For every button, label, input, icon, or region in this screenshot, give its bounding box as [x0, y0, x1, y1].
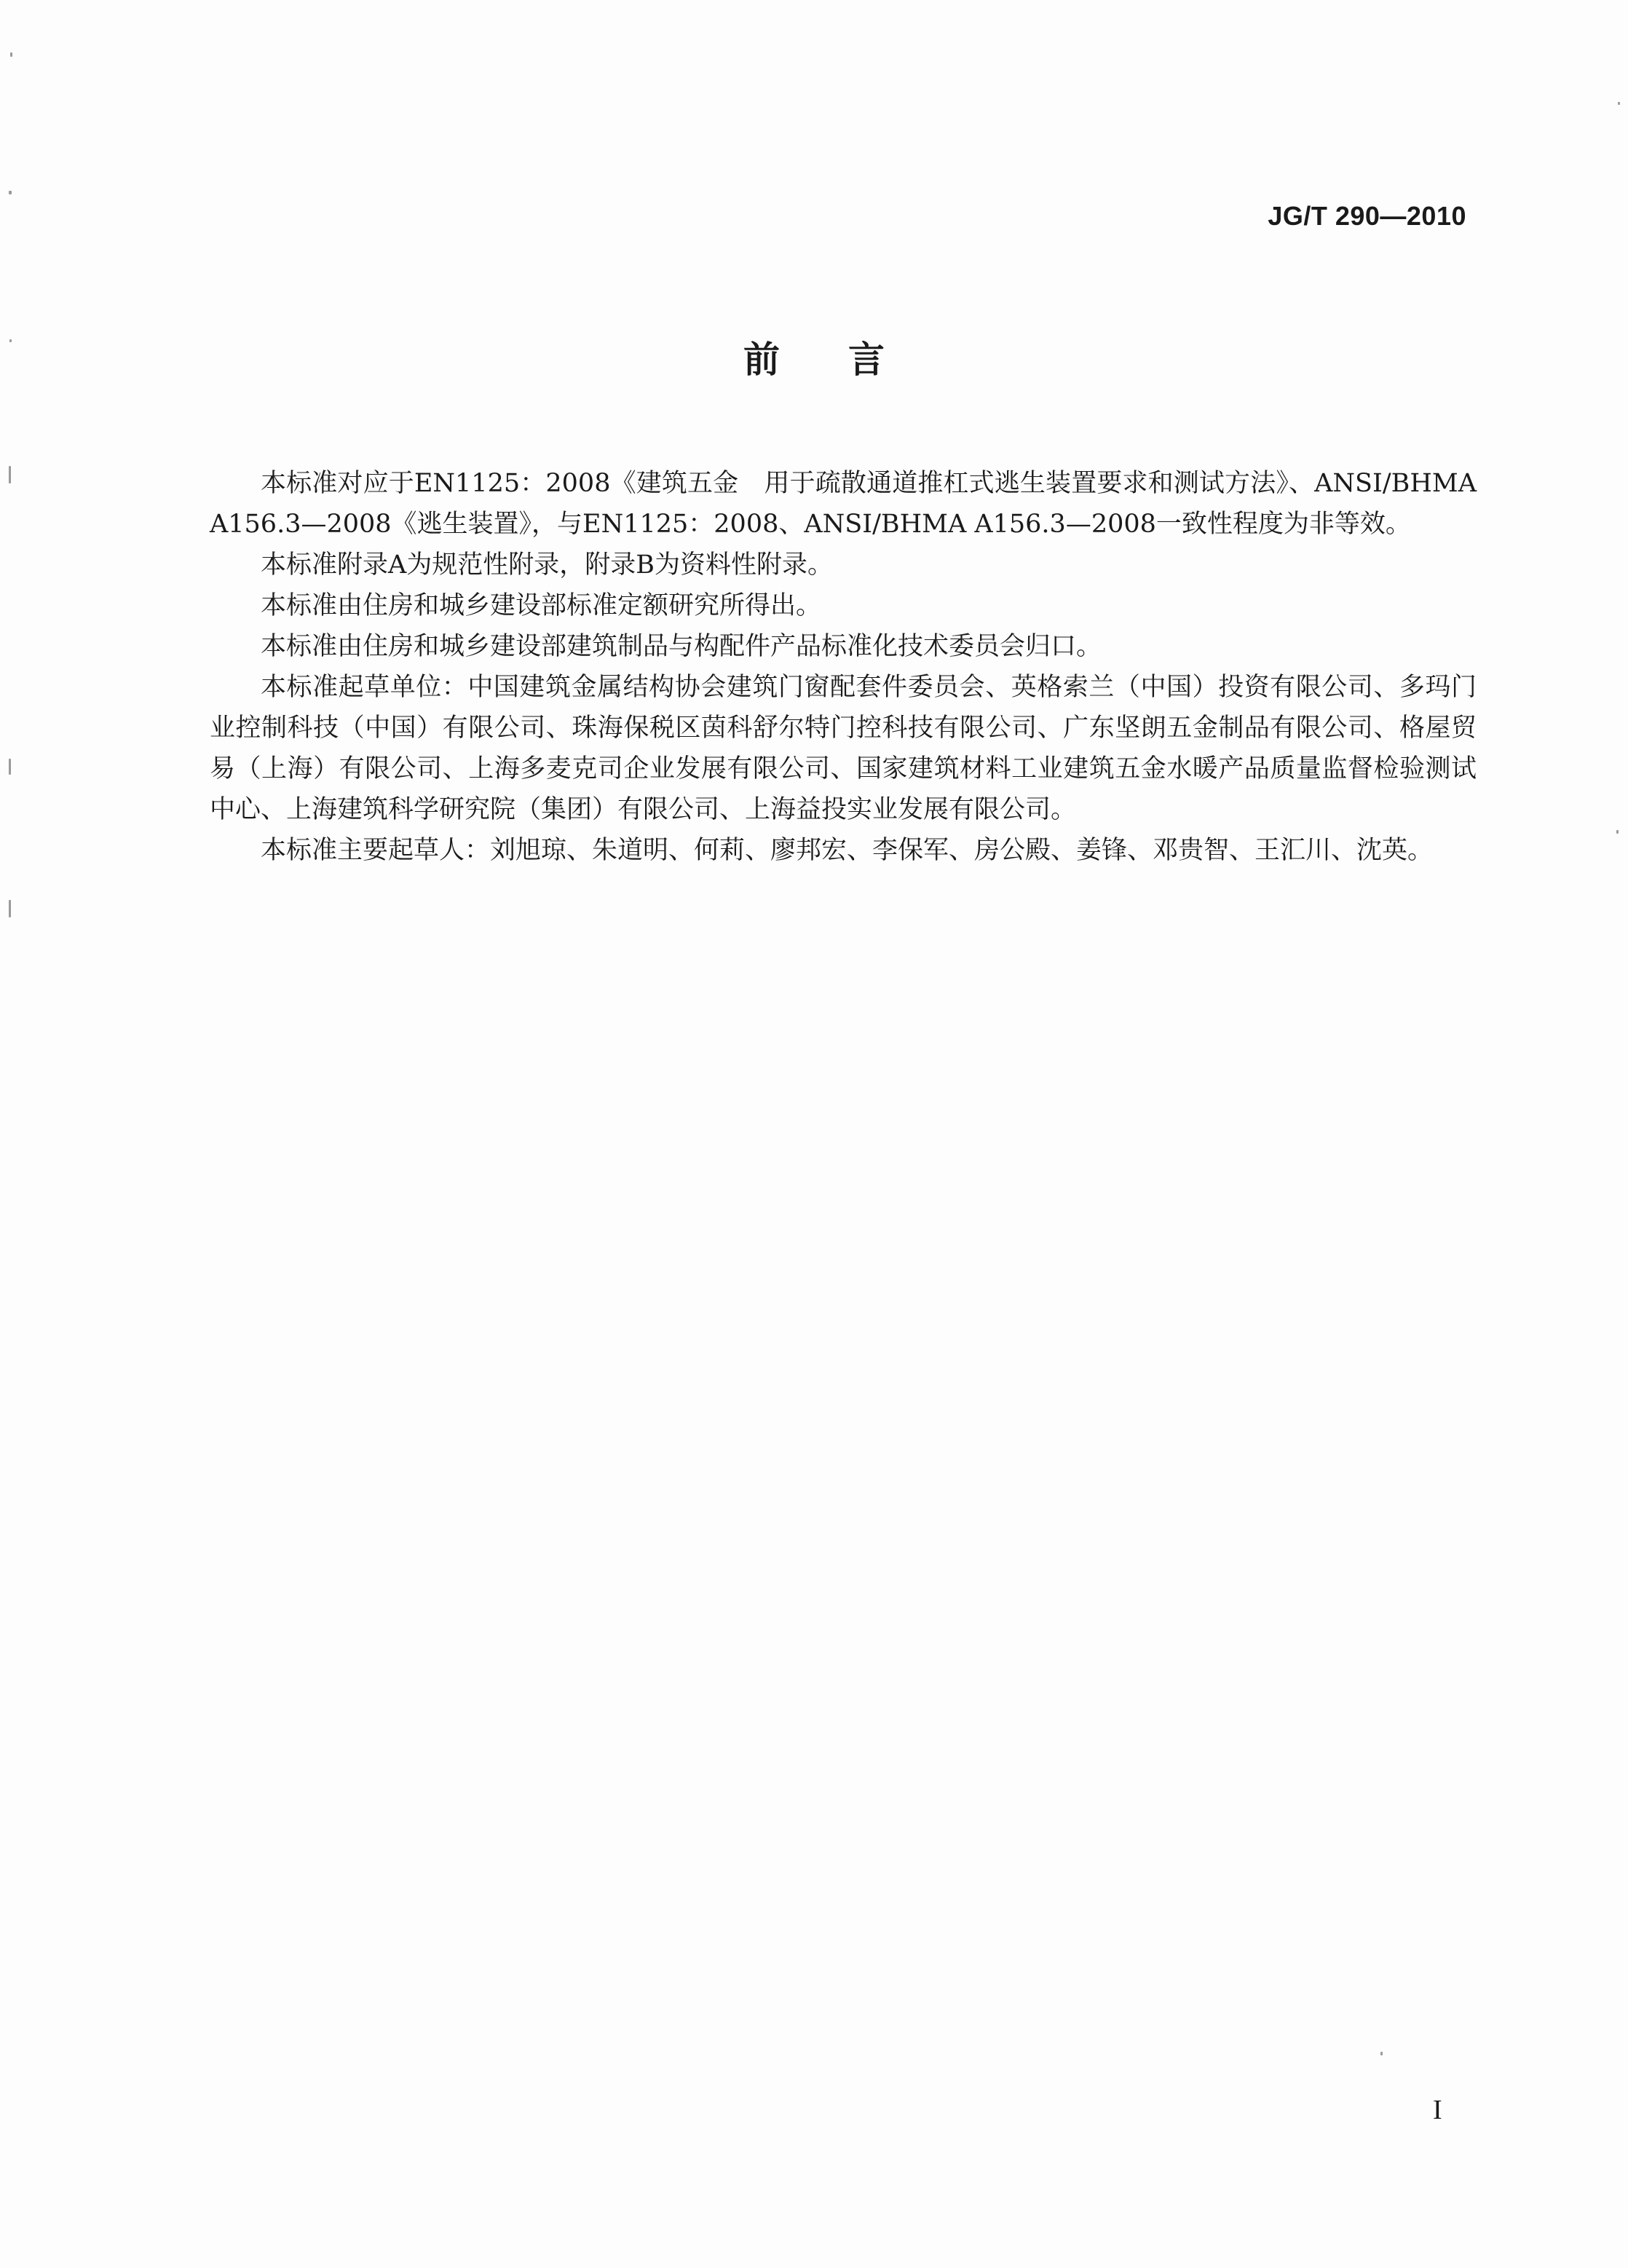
- paragraph-proposer: 本标准由住房和城乡建设部标准定额研究所得出。: [261, 591, 822, 620]
- paragraph-drafters: 本标准主要起草人：刘旭琼、朱道明、何莉、廖邦宏、李保军、房公殿、姜锋、邓贵智、王汇川、沈英。: [261, 836, 1434, 865]
- scan-speck: [9, 191, 12, 194]
- scan-speck: [9, 466, 11, 483]
- standard-code: JG/T 290—2010: [1268, 201, 1466, 231]
- paragraph-correspondence: 本标准对应于EN1125：2008《建筑五金 用于疏散通道推杠式逃生装置要求和测试方法》、ANSI/BHMA A156.3—2008《逃生装置》，与EN1125：2008、ANSI/BHMA A156.3—2008一致性程度为非等效。: [210, 469, 1477, 539]
- paragraph-drafting-units: 本标准起草单位：中国建筑金属结构协会建筑门窗配套件委员会、英格索兰（中国）投资有限公司、多玛门业控制科技（中国）有限公司、珠海保税区茵科舒尔特门控科技有限公司、广东坚朗五金制品有限公司、格屋贸易（上海）有限公司、上海多麦克司企业发展有限公司、国家建筑材料工业建筑五金水暖产品质量监督检验测试中心、上海建筑科学研究院（集团）有限公司、上海益投实业发展有限公司。: [210, 673, 1477, 824]
- scan-speck: [1616, 830, 1619, 834]
- paragraph-committee: 本标准由住房和城乡建设部建筑制品与构配件产品标准化技术委员会归口。: [261, 632, 1102, 661]
- page-number: I: [1433, 2095, 1442, 2125]
- scan-speck: [1618, 102, 1620, 105]
- foreword-body: [210, 463, 1477, 871]
- scan-speck: [9, 900, 11, 917]
- scan-speck: [9, 759, 11, 775]
- page-title: 前言: [743, 339, 953, 381]
- paragraph-appendix: 本标准附录A为规范性附录，附录B为资料性附录。: [261, 550, 833, 580]
- scan-speck: [10, 52, 12, 57]
- scan-speck: [1380, 2052, 1383, 2055]
